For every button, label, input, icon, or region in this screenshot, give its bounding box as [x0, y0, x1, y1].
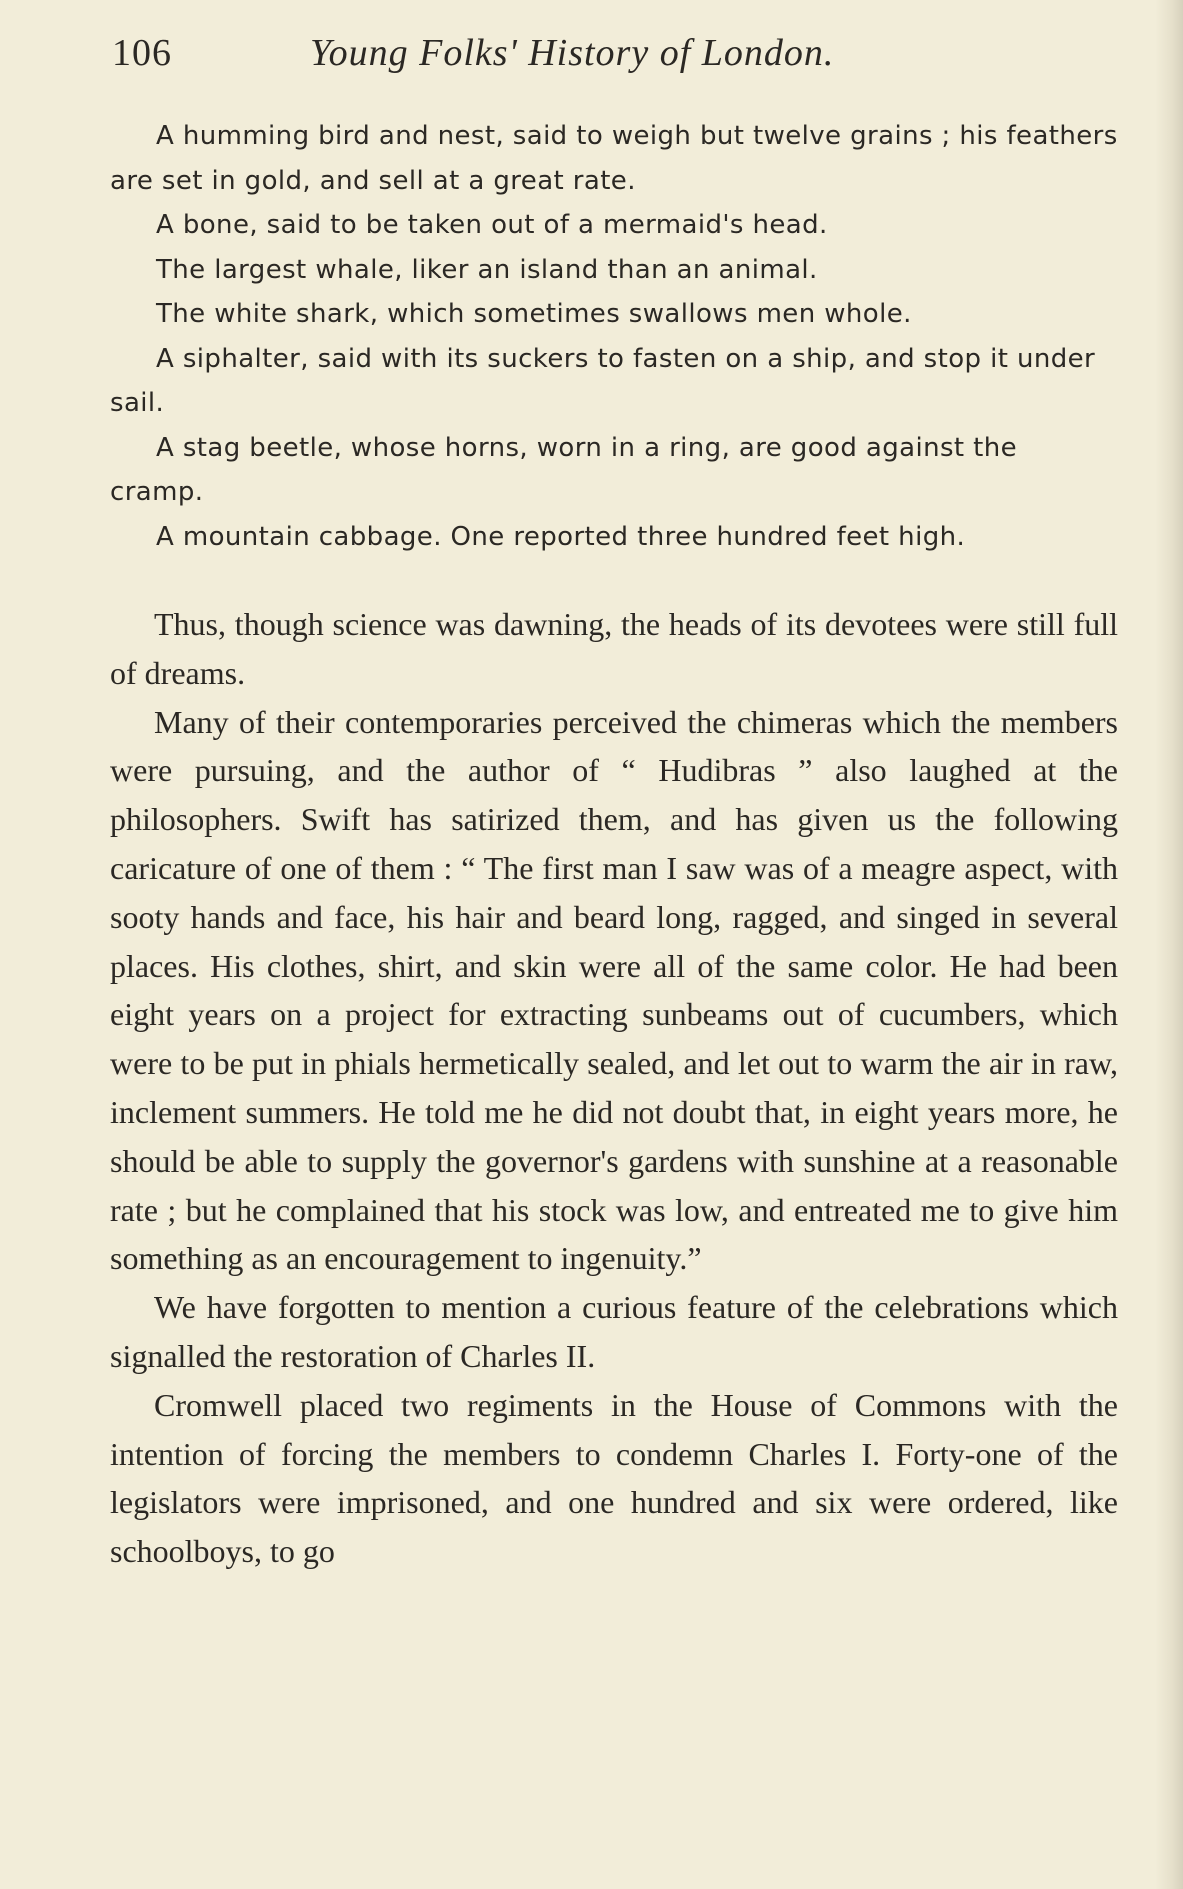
- paragraph: Many of their contemporaries perceived the chimeras which the members were pursuing, and the author of “ Hudibras ” also laughed at the philosophers. Swift has satirized them, and has given us the following caricature of one of them : “ The first man I saw was of a meagre aspect, with sooty hands and face, his hair and beard long, ragged, and singed in several places. His clothes, shirt, and skin were all of the same color. He had been eight years on a project for extracting sunbeams out of cucumbers, which were to be put in phials hermetically sealed, and let out to warm the air in raw, inclement summers. He told me he did not doubt that, in eight years more, he should be able to supply the governor's gardens with sunshine at a reasonable rate ; but he complained that his stock was low, and entreated me to give him something as an encouragement to ingenuity.”: [110, 703, 1118, 1277]
- list-item: A stag beetle, whose horns, worn in a ring, are good against the cramp.: [110, 432, 1018, 507]
- list-item: A siphalter, said with its suckers to fasten on a ship, and stop it under sail.: [110, 343, 1096, 418]
- running-title: Young Folks' History of London.: [310, 32, 835, 74]
- paragraph: Thus, though science was dawning, the heads of its devotees were still full of dreams.: [110, 606, 1118, 691]
- list-item: A bone, said to be taken out of a mermaid's head.: [156, 210, 828, 240]
- list-item: The white shark, which sometimes swallows men whole.: [156, 299, 912, 329]
- body-text: [110, 600, 1118, 1576]
- list-item: The largest whale, liker an island than an animal.: [156, 254, 818, 285]
- list-item: A mountain cabbage. One reported three hundred feet high.: [156, 521, 966, 552]
- paragraph: Cromwell placed two regiments in the House of Commons with the intention of forcing the members to condemn Charles I. Forty-one of the legislators were imprisoned, and one hundred and six were ordered, like schoolboys, to go: [110, 1386, 1118, 1570]
- paragraph: We have forgotten to mention a curious feature of the celebrations which signalled the restoration of Charles II.: [110, 1289, 1118, 1374]
- page-edge-shadow: [1155, 0, 1183, 1889]
- running-head: [112, 28, 1112, 78]
- list-item: A humming bird and nest, said to weigh but twelve grains ; his feathers are set in gold, and sell at a great rate.: [110, 121, 1118, 196]
- page-number: 106: [112, 32, 172, 74]
- curiosities-list: [110, 114, 1118, 559]
